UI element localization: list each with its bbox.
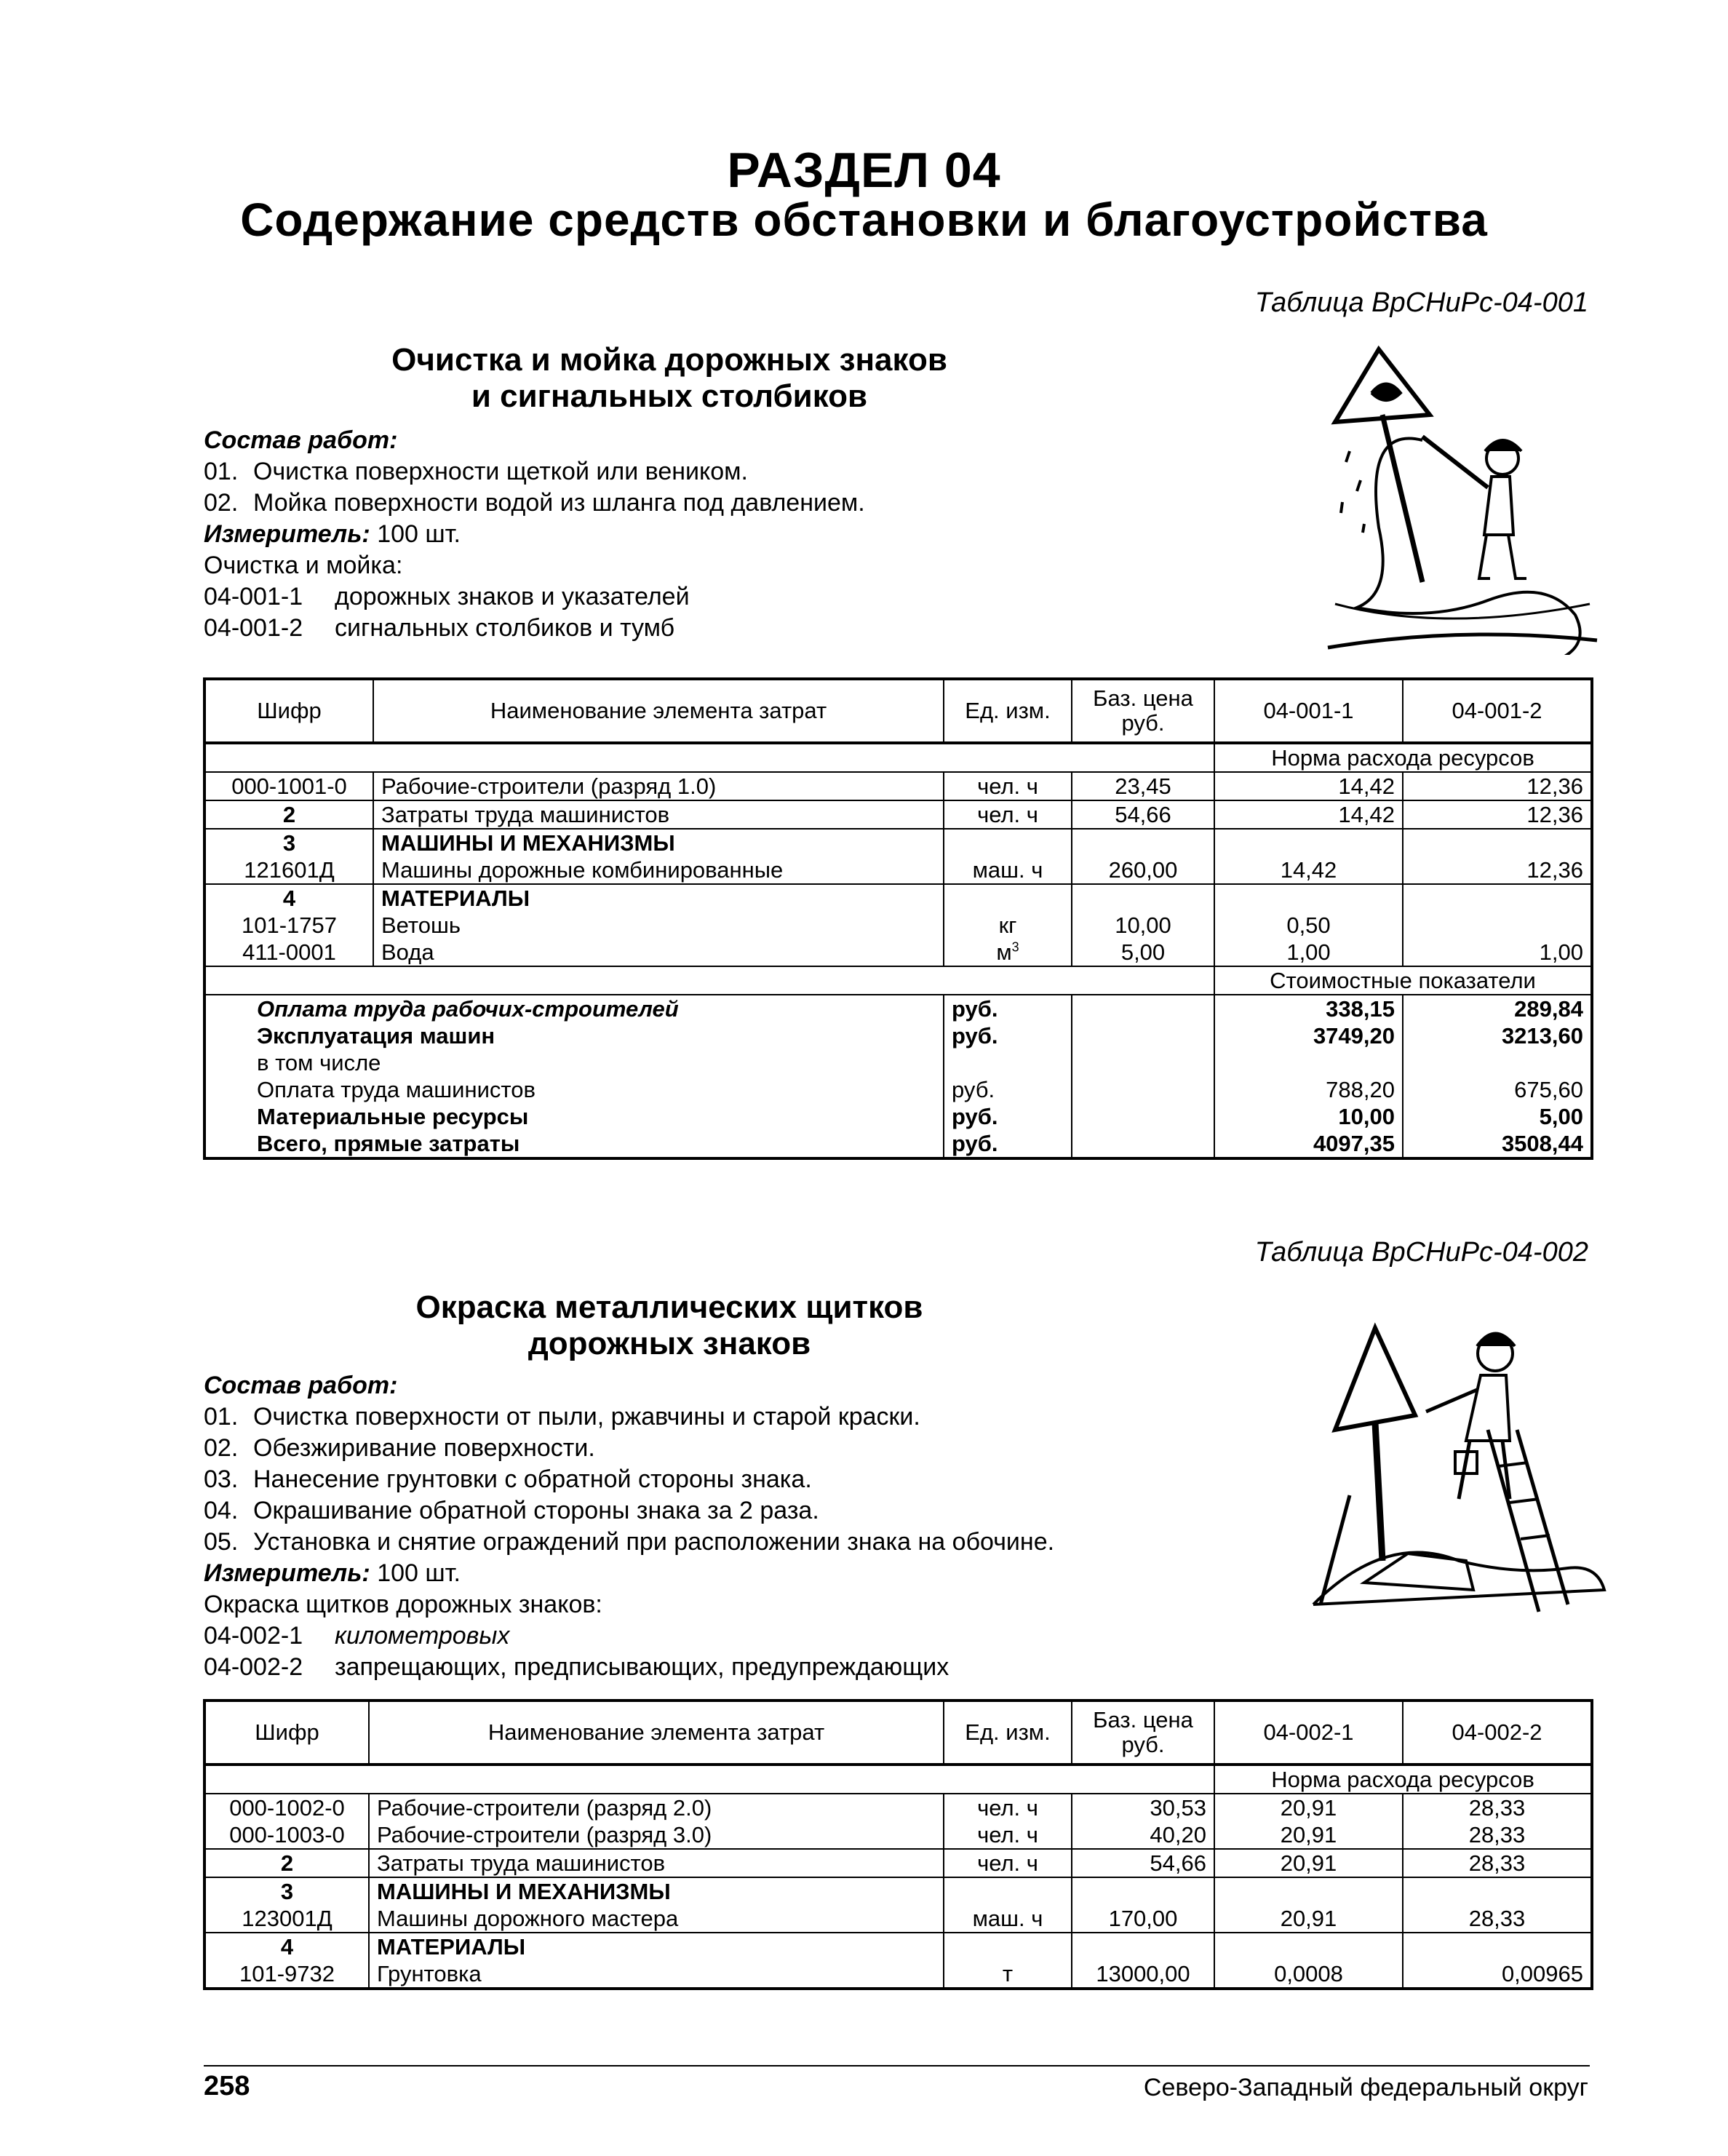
- norm-label-row: [204, 743, 1592, 772]
- worker-painting-sign-illustration: [1306, 1321, 1612, 1626]
- variant-item: 04-001-2 сигнальных столбиков и тумб: [204, 614, 675, 642]
- cost-row: Оплата труда рабочих-строителей руб. 338,15 289,84: [204, 995, 1592, 1022]
- table-reference-2: Таблица ВрСНиРс-04-002: [1254, 1237, 1588, 1268]
- table-row: 4 МАТЕРИАЛЫ: [204, 884, 1592, 912]
- worker-washing-sign-illustration: [1321, 342, 1604, 655]
- footer-region: Северо-Западный федеральный округ: [1143, 2074, 1588, 2101]
- table-row: 000-1003-0 Рабочие-строители (разряд 3.0) чел. ч 40,20 20,91 28,33: [204, 1821, 1592, 1849]
- header-variant-2: 04-002-2: [1403, 1700, 1592, 1765]
- cost-table-04-002: [203, 1699, 1593, 1990]
- cost-row: в том числе: [204, 1049, 1592, 1076]
- work-item: 02. Обезжиривание поверхности.: [204, 1434, 595, 1462]
- block2-title-line2: дорожных знаков: [527, 1326, 811, 1361]
- group-label: Очистка и мойка:: [204, 552, 403, 579]
- table-row: 000-1001-0 Рабочие-строители (разряд 1.0) чел. ч 23,45 14,42 12,36: [204, 772, 1592, 800]
- measure-line: Измеритель: 100 шт.: [204, 1559, 461, 1587]
- section-number: РАЗДЕЛ 04: [727, 143, 1001, 198]
- header-price: Баз. цена руб.: [1072, 1700, 1214, 1765]
- cost-row: Материальные ресурсы руб. 10,00 5,00: [204, 1103, 1592, 1130]
- works-label: Состав работ:: [204, 426, 398, 454]
- table-row: 121601Д Машины дорожные комбинированные маш. ч 260,00 14,42 12,36: [204, 856, 1592, 884]
- table-row: 3 МАШИНЫ И МЕХАНИЗМЫ: [204, 829, 1592, 856]
- block1-title-line1: Очистка и мойка дорожных знаков: [391, 342, 947, 378]
- page-number: 258: [204, 2071, 250, 2101]
- table-row: 123001Д Машины дорожного мастера маш. ч 170,00 20,91 28,33: [204, 1905, 1592, 1933]
- cost-row: Эксплуатация машин руб. 3749,20 3213,60: [204, 1022, 1592, 1049]
- work-item: 05. Установка и снятие ограждений при расположении знака на обочине.: [204, 1528, 1055, 1556]
- cost-row: Всего, прямые затраты руб. 4097,35 3508,44: [204, 1130, 1592, 1158]
- block1-description: [204, 425, 865, 644]
- norm-label-row: [204, 1765, 1592, 1794]
- block1-title-line2: и сигнальных столбиков: [471, 378, 868, 414]
- table-row: 2 Затраты труда машинистов чел. ч 54,66 14,42 12,36: [204, 800, 1592, 829]
- table-header-row: [204, 1700, 1592, 1765]
- header-name: Наименование элемента затрат: [373, 679, 944, 743]
- table-row: 101-1757 Ветошь кг 10,00 0,50: [204, 912, 1592, 939]
- header-code: Шифр: [204, 679, 373, 743]
- table-row: 2 Затраты труда машинистов чел. ч 54,66 20,91 28,33: [204, 1849, 1592, 1877]
- norm-label: Норма расхода ресурсов: [1214, 1765, 1592, 1794]
- table-row: 101-9732 Грунтовка т 13000,00 0,0008 0,00965: [204, 1960, 1592, 1989]
- cost-row: Оплата труда машинистов руб. 788,20 675,60: [204, 1076, 1592, 1103]
- header-variant-1: 04-001-1: [1214, 679, 1403, 743]
- work-item: 04. Окрашивание обратной стороны знака за 2 раза.: [204, 1497, 819, 1524]
- table-row: 3 МАШИНЫ И МЕХАНИЗМЫ: [204, 1877, 1592, 1905]
- header-variant-1: 04-002-1: [1214, 1700, 1403, 1765]
- block2-title-line1: Окраска металлических щитков: [415, 1289, 923, 1325]
- norm-label: Норма расхода ресурсов: [1214, 743, 1592, 772]
- block2-title: [291, 1289, 1048, 1362]
- block1-title: [291, 342, 1048, 415]
- group-label: Окраска щитков дорожных знаков:: [204, 1591, 602, 1618]
- header-price: Баз. цена руб.: [1072, 679, 1214, 743]
- variant-item: 04-002-2 запрещающих, предписывающих, предупреждающих: [204, 1653, 949, 1681]
- footer-divider: [204, 2065, 1590, 2067]
- work-item: 01. Очистка поверхности щеткой или веником.: [204, 458, 748, 485]
- header-unit: Ед. изм.: [944, 1700, 1072, 1765]
- works-label: Состав работ:: [204, 1372, 398, 1399]
- cost-table-04-001: [203, 677, 1593, 1160]
- cost-label: Стоимостные показатели: [1214, 966, 1592, 995]
- work-item: 02. Мойка поверхности водой из шланга под давлением.: [204, 489, 865, 517]
- table-row: 4 МАТЕРИАЛЫ: [204, 1933, 1592, 1960]
- cost-label-row: [204, 966, 1592, 995]
- variant-item: 04-002-1 километровых: [204, 1622, 510, 1650]
- variant-item: 04-001-1 дорожных знаков и указателей: [204, 583, 690, 610]
- header-name: Наименование элемента затрат: [369, 1700, 944, 1765]
- work-item: 01. Очистка поверхности от пыли, ржавчины и старой краски.: [204, 1403, 920, 1431]
- work-item: 03. Нанесение грунтовки с обратной стороны знака.: [204, 1465, 812, 1493]
- table-reference-1: Таблица ВрСНиРс-04-001: [1254, 287, 1588, 318]
- table-row: 411-0001 Вода $м^3$ 5,00 1,00 1,00: [204, 939, 1592, 966]
- header-unit: Ед. изм.: [944, 679, 1072, 743]
- block2-description: [204, 1370, 1054, 1683]
- table-row: 000-1002-0 Рабочие-строители (разряд 2.0) чел. ч 30,53 20,91 28,33: [204, 1794, 1592, 1821]
- header-variant-2: 04-001-2: [1403, 679, 1592, 743]
- section-title: Содержание средств обстановки и благоустройства: [240, 194, 1488, 246]
- header-code: Шифр: [204, 1700, 369, 1765]
- measure-line: Измеритель: 100 шт.: [204, 520, 461, 548]
- table-header-row: [204, 679, 1592, 743]
